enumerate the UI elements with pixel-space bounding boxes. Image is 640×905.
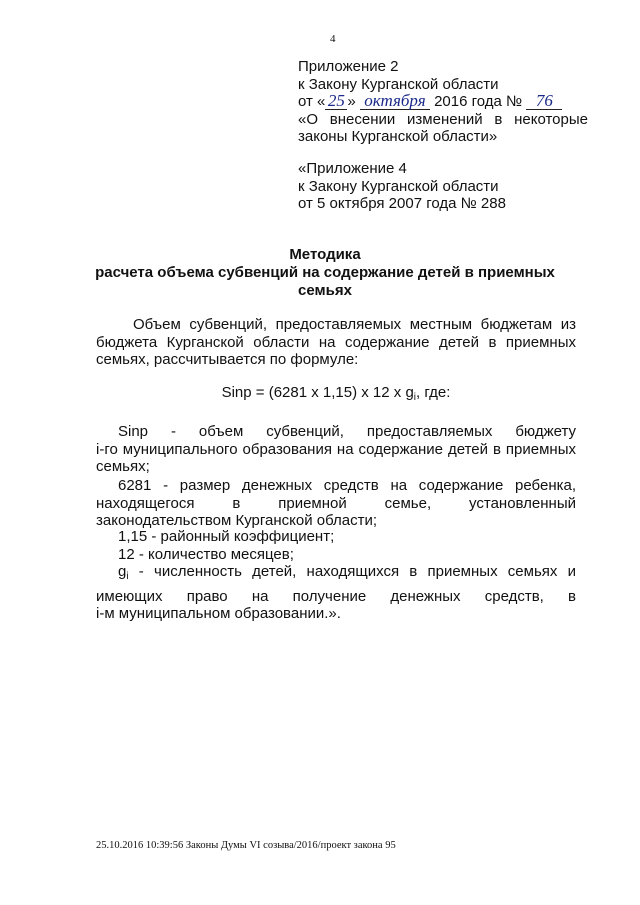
formula: Sinp = (6281 x 1,15) x 12 x $g_i$, где: <box>221 384 451 403</box>
definition-1-15: 1,15 - районный коэффициент; <box>118 528 335 545</box>
definition-gi: $g_i$ - численность детей, находящихся в приемных семьях и имеющих право на получение денежных средств, в i-м муниципальном образовании.». <box>96 563 576 622</box>
intro-paragraph: Объем субвенций, предоставляемых местным бюджетам из бюджета Курганской области на содержание детей в приемных семьях, рассчитывается по формуле: <box>96 316 576 368</box>
appendix-law-title-cont: законы Курганской области» <box>298 128 498 145</box>
appendix-date-line: от « 25 » октября 2016 года № 76 <box>298 93 588 111</box>
handwritten-month: октября <box>360 93 430 110</box>
handwritten-number: 76 <box>526 93 562 110</box>
page-number: 4 <box>330 33 336 45</box>
footer-stamp: 25.10.2016 10:39:56 Законы Думы VI созыва/2016/проект закона 95 <box>96 840 396 851</box>
appendix-title: Приложение 2 <box>298 58 399 75</box>
definition-term: 6281 <box>118 477 152 494</box>
title-line-1: Методика <box>289 246 361 263</box>
definition-sinp: Sinp - объем субвенций, предоставляемых бюджету i-го муниципального образования на содержание детей в приемных семьях; <box>96 423 576 475</box>
appendix-2-header <box>298 58 588 146</box>
appendix-4-header <box>298 160 588 213</box>
title-line-2: расчета объема субвенций на содержание детей в приемных <box>95 264 555 281</box>
appendix-law-ref: к Закону Курганской области <box>298 75 499 93</box>
appendix4-title: «Приложение 4 <box>298 160 407 177</box>
definition-6281: 6281 - размер денежных средств на содержание ребенка, находящегося в приемной семье, установленный законодательством Курганской области; <box>96 477 576 529</box>
title-line-3: семьях <box>298 282 352 299</box>
appendix4-date: от 5 октября 2007 года № 288 <box>298 195 506 212</box>
definition-12: 12 - количество месяцев; <box>118 546 294 563</box>
handwritten-day: 25 <box>325 93 347 110</box>
definition-term: Sinp <box>118 423 149 440</box>
definition-term: g <box>118 563 127 580</box>
appendix-law-title: «О внесении изменений в некоторые <box>298 110 588 128</box>
appendix4-law-ref: к Закону Курганской области <box>298 177 499 195</box>
document-title <box>90 246 560 300</box>
